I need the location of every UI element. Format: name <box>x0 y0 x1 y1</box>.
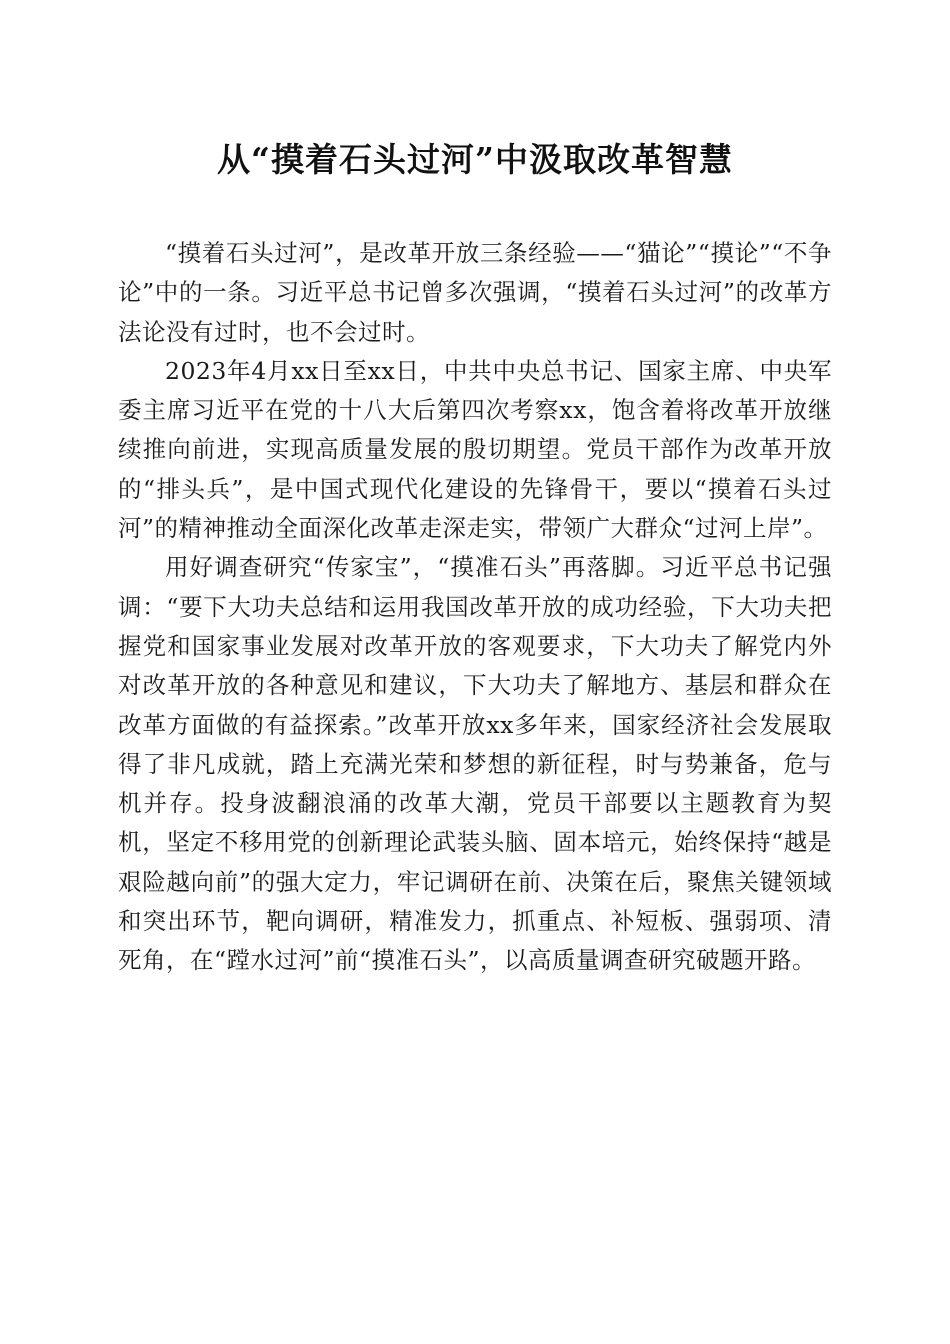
paragraph-2: 2023年4月xx日至xx日，中共中央总书记、国家主席、中央军委主席习近平在党的十八大后第四次考察xx，饱含着将改革开放继续推向前进，实现高质量发展的殷切期望。党员干部作为改革开放的“排头兵”，是中国式现代化建设的先锋骨干，要以“摸着石头过河”的精神推动全面深化改革走深走实，带领广大群众“过河上岸”。 <box>118 356 832 543</box>
paragraph-1: “摸着石头过河”，是改革开放三条经验——“猫论”“摸论”“不争论”中的一条。习近平总书记曾多次强调，“摸着石头过河”的改革方法论没有过时，也不会过时。 <box>118 239 832 346</box>
document-body <box>118 234 832 981</box>
document-title: 从“摸着石头过河”中汲取改革智慧 <box>217 140 733 179</box>
paragraph-3: 用好调查研究“传家宝”，“摸准石头”再落脚。习近平总书记强调：“要下大功夫总结和运用我国改革开放的成功经验，下大功夫把握党和国家事业发展对改革开放的客观要求，下大功夫了解党内外对改革开放的各种意见和建议，下大功夫了解地方、基层和群众在改革方面做的有益探索。”改革开放xx多年来，国家经济社会发展取得了非凡成就，踏上充满光荣和梦想的新征程，时与势兼备，危与机并存。投身波翻浪涌的改革大潮，党员干部要以主题教育为契机，坚定不移用党的创新理论武装头脑、固本培元，始终保持“越是艰险越向前”的强大定力，牢记调研在前、决策在后，聚焦关键领域和突出环节，靶向调研，精准发力，抓重点、补短板、强弱项、清死角，在“蹚水过河”前“摸准石头”，以高质量调查研究破题开路。 <box>118 553 832 975</box>
